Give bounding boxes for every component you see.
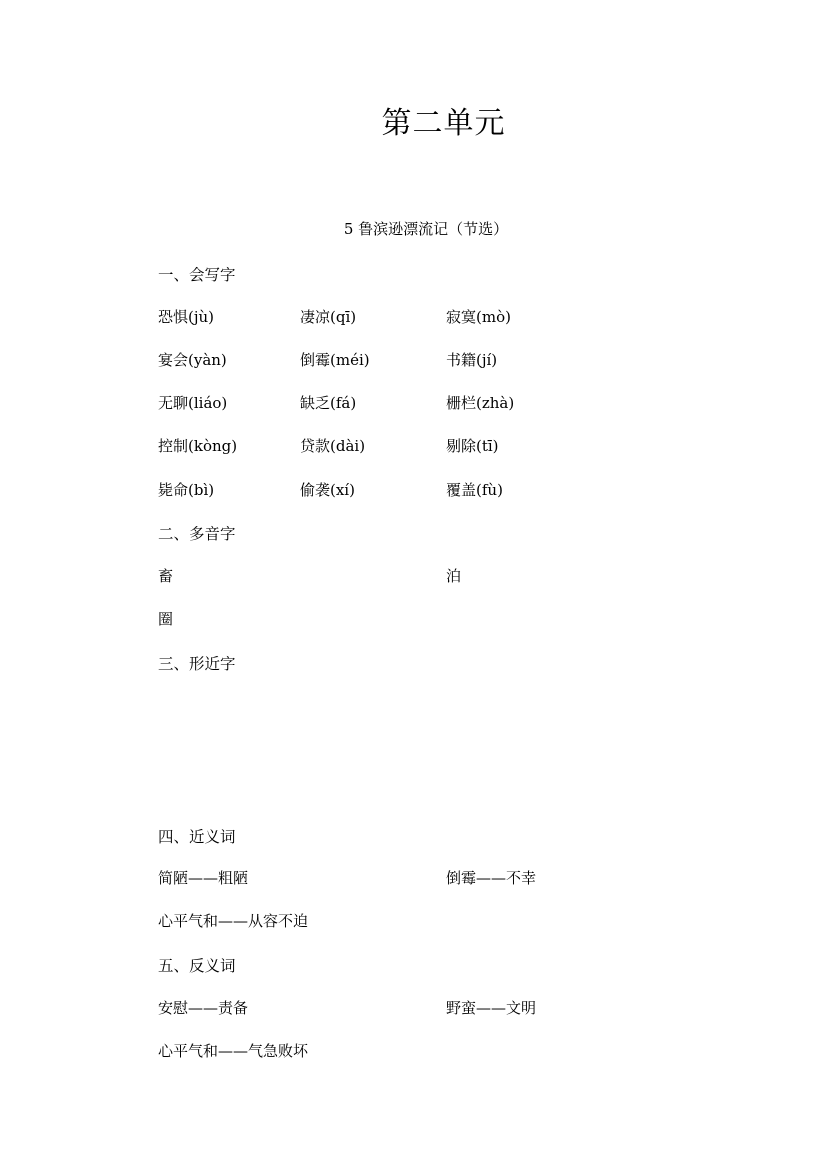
vocab-item: 栅栏(zhà) — [446, 394, 515, 412]
vocab-item: 凄凉(qī) — [300, 308, 357, 326]
vocab-item: 偷袭(xí) — [300, 481, 355, 499]
polyphone-item: 畜 — [158, 567, 174, 585]
antonym-item: 心平气和——气急败坏 — [158, 1042, 309, 1060]
vocab-item: 毙命(bì) — [158, 481, 215, 499]
vocab-item: 控制(kòng) — [158, 437, 238, 455]
antonym-item: 安慰——责备 — [158, 999, 249, 1017]
vocab-item: 宴会(yàn) — [158, 351, 227, 369]
synonym-item: 心平气和——从容不迫 — [158, 912, 309, 930]
vocab-item: 寂寞(mò) — [446, 308, 511, 326]
section-heading-write-chars: 一、会写字 — [158, 266, 236, 284]
antonym-item: 野蛮——文明 — [446, 999, 537, 1017]
section-heading-polyphones: 二、多音字 — [158, 525, 236, 543]
vocab-item: 书籍(jí) — [446, 351, 498, 369]
vocab-item: 恐惧(jù) — [158, 308, 215, 326]
vocab-item: 无聊(liáo) — [158, 394, 228, 412]
vocab-item: 剔除(tī) — [446, 437, 499, 455]
polyphone-item: 泊 — [446, 567, 462, 585]
synonym-item: 倒霉——不幸 — [446, 869, 537, 887]
vocab-item: 倒霉(méi) — [300, 351, 370, 369]
polyphone-item: 圈 — [158, 610, 174, 628]
vocab-item: 缺乏(fá) — [300, 394, 357, 412]
synonym-item: 简陋——粗陋 — [158, 869, 249, 887]
lesson-title: 5 鲁滨逊漂流记（节选） — [343, 220, 509, 238]
vocab-item: 覆盖(fù) — [446, 481, 503, 499]
vocab-item: 贷款(dài) — [300, 437, 366, 455]
section-heading-similar-chars: 三、形近字 — [158, 655, 236, 673]
section-heading-synonyms: 四、近义词 — [158, 828, 236, 846]
page-title: 第二单元 — [381, 106, 506, 141]
section-heading-antonyms: 五、反义词 — [158, 957, 236, 975]
